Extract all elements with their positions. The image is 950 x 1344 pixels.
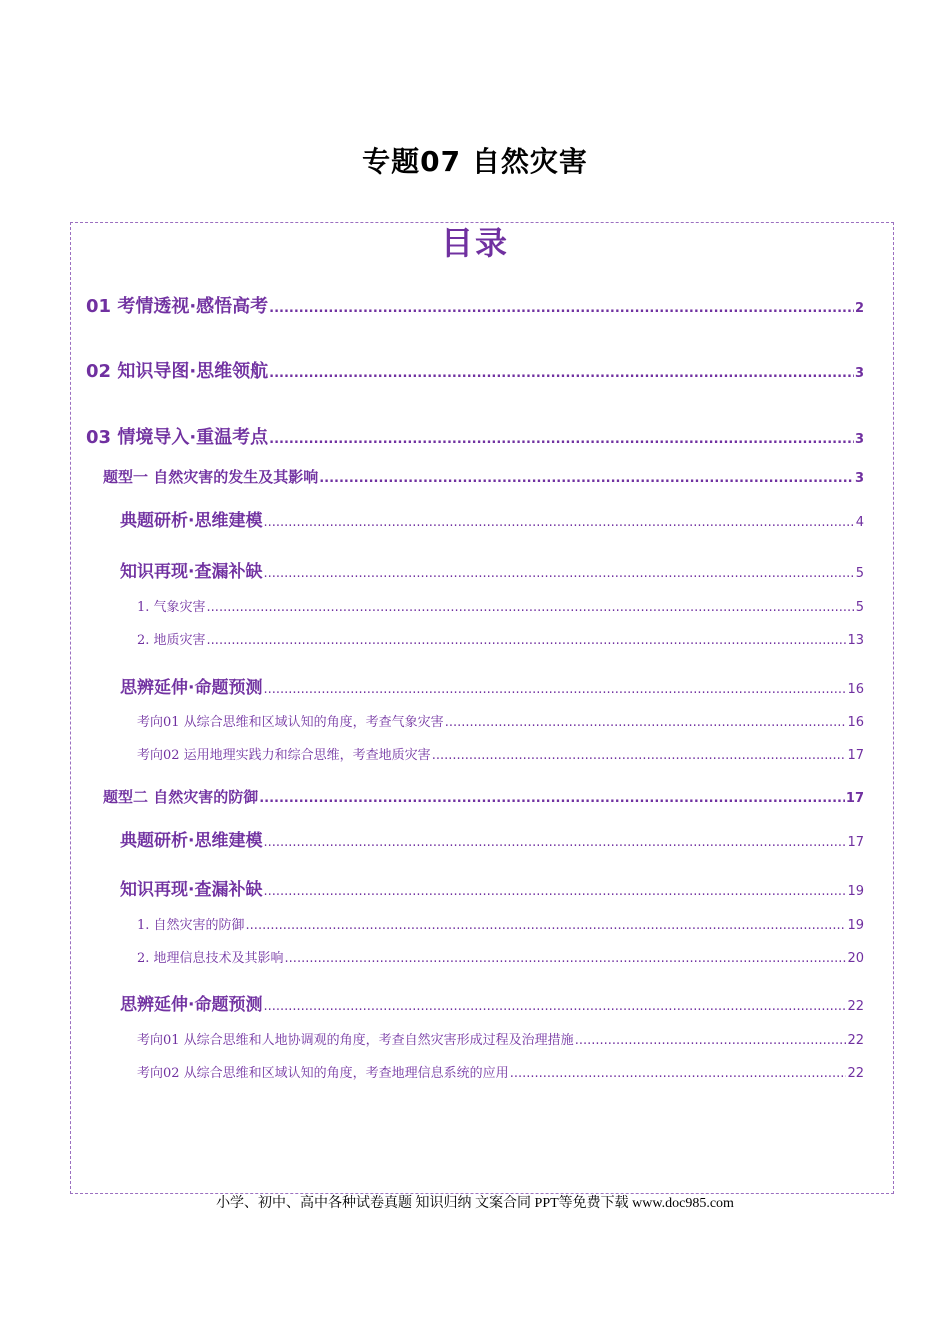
toc-leader-dots — [269, 432, 854, 447]
toc-entry-label: 2. 地理信息技术及其影响 — [137, 951, 284, 966]
toc-leader-dots — [445, 715, 847, 730]
toc-page-number: 16 — [847, 715, 864, 730]
toc-entry-label: 考向01 从综合思维和区域认知的角度，考查气象灾害 — [137, 715, 444, 730]
toc-leader-dots — [207, 633, 847, 648]
toc-leader-dots — [263, 515, 854, 530]
toc-leader-dots — [263, 884, 846, 899]
toc-entry-label: 02 知识导图·思维领航 — [86, 361, 269, 382]
toc-page-number: 20 — [847, 951, 864, 966]
toc-leader-dots — [285, 951, 847, 966]
toc-leader-dots — [263, 835, 846, 850]
toc-entry-label: 思辨延伸·命题预测 — [120, 678, 263, 698]
toc-page-number: 17 — [847, 835, 864, 850]
toc-entry-label: 03 情境导入·重温考点 — [86, 427, 269, 448]
toc-leader-dots — [263, 682, 846, 697]
toc-entry-label: 考向02 从综合思维和区域认知的角度，考查地理信息系统的应用 — [137, 1066, 509, 1081]
toc-entry[interactable] — [103, 466, 864, 487]
toc-entry[interactable] — [137, 629, 864, 648]
toc-page-number: 13 — [847, 633, 864, 648]
toc-leader-dots — [259, 791, 845, 806]
toc-leader-dots — [319, 471, 854, 486]
toc-entry-label: 考向01 从综合思维和人地协调观的角度，考查自然灾害形成过程及治理措施 — [137, 1033, 574, 1048]
toc-page-number: 3 — [854, 471, 864, 486]
toc-entry[interactable] — [137, 711, 864, 730]
toc-entry[interactable] — [120, 990, 864, 1015]
toc-leader-dots — [246, 918, 847, 933]
toc-entry-label: 典题研析·思维建模 — [120, 831, 263, 851]
toc-entry-label: 1. 气象灾害 — [137, 600, 206, 615]
toc-entry[interactable] — [86, 357, 864, 383]
toc-entry[interactable] — [120, 875, 864, 900]
toc-entry[interactable] — [120, 826, 864, 851]
toc-entry[interactable] — [137, 596, 864, 615]
toc-entry[interactable] — [120, 557, 864, 582]
toc-page-number: 17 — [845, 791, 864, 806]
toc-entry-label: 知识再现·查漏补缺 — [120, 562, 263, 582]
toc-leader-dots — [575, 1033, 847, 1048]
toc-leader-dots — [263, 566, 854, 581]
toc-entry-label: 考向02 运用地理实践力和综合思维，考查地质灾害 — [137, 748, 431, 763]
toc-entry-label: 题型一 自然灾害的发生及其影响 — [103, 468, 319, 486]
toc-entry[interactable] — [120, 506, 864, 531]
toc-entry[interactable] — [137, 947, 864, 966]
toc-entry[interactable] — [137, 1029, 864, 1048]
toc-leader-dots — [510, 1066, 847, 1081]
toc-entry[interactable] — [103, 786, 864, 807]
toc-entry-label: 2. 地质灾害 — [137, 633, 206, 648]
toc-entry[interactable] — [86, 423, 864, 449]
toc-page-number: 22 — [847, 999, 864, 1014]
toc-leader-dots — [269, 366, 854, 381]
toc-entry-label: 题型二 自然灾害的防御 — [103, 788, 259, 806]
toc-page-number: 2 — [854, 301, 864, 316]
toc-entry[interactable] — [120, 673, 864, 698]
toc-page-number: 3 — [854, 366, 864, 381]
toc-page-number: 3 — [854, 432, 864, 447]
toc-leader-dots — [432, 748, 847, 763]
toc-page-number: 19 — [847, 884, 864, 899]
toc-page-number: 22 — [847, 1033, 864, 1048]
toc-page-number: 5 — [855, 566, 864, 581]
toc-page-number: 17 — [847, 748, 864, 763]
toc-heading: 目录 — [440, 224, 509, 262]
toc-entry[interactable] — [86, 292, 864, 318]
toc-leader-dots — [207, 600, 855, 615]
toc-page-number: 16 — [847, 682, 864, 697]
toc-page-number: 22 — [847, 1066, 864, 1081]
toc-entry-label: 典题研析·思维建模 — [120, 511, 263, 531]
toc-entry-label: 01 考情透视·感悟高考 — [86, 296, 269, 317]
toc-entry-label: 知识再现·查漏补缺 — [120, 880, 263, 900]
page-title: 专题07 自然灾害 — [362, 145, 588, 178]
toc-leader-dots — [263, 999, 846, 1014]
toc-entry[interactable] — [137, 1062, 864, 1081]
footer-text: 小学、初中、高中各种试卷真题 知识归纳 文案合同 PPT等免费下载 www.doc985.com — [216, 1196, 734, 1211]
toc-entry[interactable] — [137, 914, 864, 933]
toc-page-number: 4 — [855, 515, 864, 530]
toc-leader-dots — [269, 301, 854, 316]
toc-page-number: 5 — [855, 600, 864, 615]
toc-entry[interactable] — [137, 744, 864, 763]
toc-entry-label: 1. 自然灾害的防御 — [137, 918, 245, 933]
toc-page-number: 19 — [847, 918, 864, 933]
toc-entry-label: 思辨延伸·命题预测 — [120, 995, 263, 1015]
